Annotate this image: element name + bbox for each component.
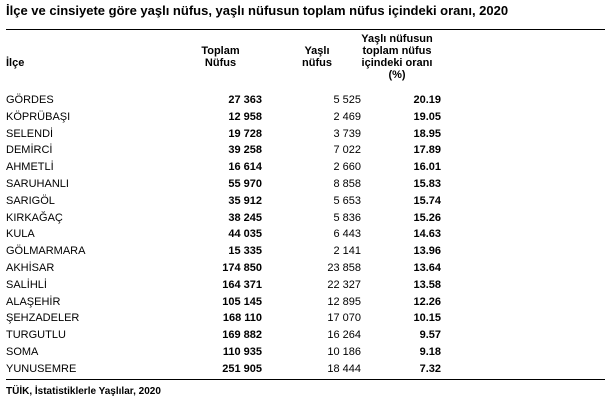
header-elderly-line2: nüfus: [302, 57, 332, 69]
elderly-ratio: 19.05: [413, 110, 441, 123]
elderly-population: 16 264: [327, 329, 361, 342]
elderly-population: 5 653: [333, 194, 361, 207]
bottom-divider: [6, 379, 605, 380]
district-name: SELENDİ: [6, 127, 54, 140]
elderly-population: 12 895: [327, 295, 361, 308]
header-ratio-line1: Yaşlı nüfusun: [361, 33, 433, 45]
header-total-line1: Toplam: [201, 45, 240, 57]
table-row: [0, 226, 611, 243]
table-row: [0, 109, 611, 126]
header-ratio-line4: (%): [388, 69, 406, 81]
table-row: [0, 344, 611, 361]
elderly-population: 2 469: [333, 110, 361, 123]
total-population: 168 110: [222, 312, 262, 325]
elderly-population: 2 660: [333, 161, 361, 174]
elderly-ratio: 13.58: [413, 278, 441, 291]
elderly-ratio: 7.32: [419, 362, 441, 375]
header-elderly-ratio: [352, 33, 442, 81]
header-total-line2: Nüfus: [204, 57, 237, 69]
district-name: KULA: [6, 228, 35, 241]
district-name: DEMİRCİ: [6, 144, 53, 157]
elderly-ratio: 13.64: [413, 261, 441, 274]
elderly-population: 17 070: [327, 312, 361, 325]
table-row: [0, 210, 611, 227]
district-name: SOMA: [6, 345, 39, 358]
elderly-ratio: 9.57: [419, 329, 441, 342]
total-population: 55 970: [228, 177, 262, 190]
total-population: 164 371: [222, 278, 262, 291]
header-elderly-population: [282, 45, 352, 69]
district-name: GÖLMARMARA: [6, 245, 86, 258]
page-title: İlçe ve cinsiyete göre yaşlı nüfus, yaşlı nüfusun toplam nüfus içindeki oranı, 2020: [6, 3, 509, 18]
district-name: GÖRDES: [6, 94, 54, 106]
elderly-population: 5 836: [333, 211, 361, 224]
total-population: 110 935: [222, 345, 262, 358]
elderly-population: 3 739: [333, 127, 361, 140]
total-population: 12 958: [228, 110, 262, 123]
elderly-population: 7 022: [333, 144, 361, 157]
elderly-ratio: 16.01: [413, 161, 441, 174]
table-row: [0, 294, 611, 311]
total-population: 38 245: [228, 211, 262, 224]
data-table-body: [0, 92, 611, 378]
district-name: SARUHANLI: [6, 177, 69, 190]
total-population: 105 145: [222, 295, 262, 308]
district-name: ALAŞEHİR: [6, 295, 61, 308]
elderly-ratio: 20.19: [413, 94, 441, 106]
elderly-ratio: 12.26: [413, 295, 441, 308]
elderly-population: 2 141: [333, 245, 361, 258]
table-row: [0, 243, 611, 260]
total-population: 19 728: [228, 127, 262, 140]
table-row: [0, 327, 611, 344]
district-name: YUNUSEMRE: [6, 362, 77, 375]
district-name: KÖPRÜBAŞI: [6, 110, 71, 123]
table-row: [0, 142, 611, 159]
total-population: 174 850: [222, 261, 262, 274]
district-name: AHMETLİ: [6, 161, 54, 174]
total-population: 15 335: [228, 245, 262, 258]
elderly-population: 10 186: [327, 345, 361, 358]
elderly-ratio: 18.95: [413, 127, 441, 140]
table-row: [0, 277, 611, 294]
elderly-population: 8 858: [333, 177, 361, 190]
top-divider: [6, 29, 605, 30]
table-row: [0, 126, 611, 143]
header-total-population: [178, 45, 263, 69]
table-row: [0, 260, 611, 277]
elderly-ratio: 17.89: [413, 144, 441, 157]
district-name: KIRKAĞAÇ: [6, 211, 63, 224]
district-name: TURGUTLU: [6, 329, 66, 342]
elderly-population: 23 858: [327, 261, 361, 274]
total-population: 35 912: [228, 194, 262, 207]
elderly-ratio: 13.96: [413, 245, 441, 258]
elderly-ratio: 15.26: [413, 211, 441, 224]
elderly-population: 22 327: [327, 278, 361, 291]
district-name: SARIGÖL: [6, 194, 55, 207]
total-population: 44 035: [228, 228, 262, 241]
source-note: TÜİK, İstatistiklerle Yaşlılar, 2020: [6, 386, 161, 397]
elderly-ratio: 14.63: [413, 228, 441, 241]
table-row: [0, 310, 611, 327]
header-elderly-line1: Yaşlı: [304, 45, 330, 57]
elderly-population: 6 443: [333, 228, 361, 241]
district-name: SALİHLİ: [6, 278, 47, 291]
elderly-ratio: 10.15: [413, 312, 441, 325]
total-population: 169 882: [222, 329, 262, 342]
total-population: 251 905: [222, 362, 262, 375]
elderly-ratio: 15.74: [413, 194, 441, 207]
district-name: ŞEHZADELER: [6, 312, 80, 325]
total-population: 16 614: [228, 161, 262, 174]
table-row: [0, 193, 611, 210]
header-ratio-line2: toplam nüfus: [362, 45, 432, 57]
table-row: [0, 92, 611, 109]
table-row: [0, 361, 611, 378]
elderly-ratio: 15.83: [413, 177, 441, 190]
header-ratio-line3: içindeki oranı: [361, 57, 433, 69]
table-row: [0, 159, 611, 176]
total-population: 27 363: [228, 94, 262, 106]
elderly-population: 18 444: [327, 362, 361, 375]
elderly-population: 5 525: [333, 94, 361, 106]
total-population: 39 258: [228, 144, 262, 157]
district-name: AKHİSAR: [6, 261, 55, 274]
header-district: İlçe: [6, 57, 25, 69]
table-row: [0, 176, 611, 193]
elderly-ratio: 9.18: [419, 345, 441, 358]
